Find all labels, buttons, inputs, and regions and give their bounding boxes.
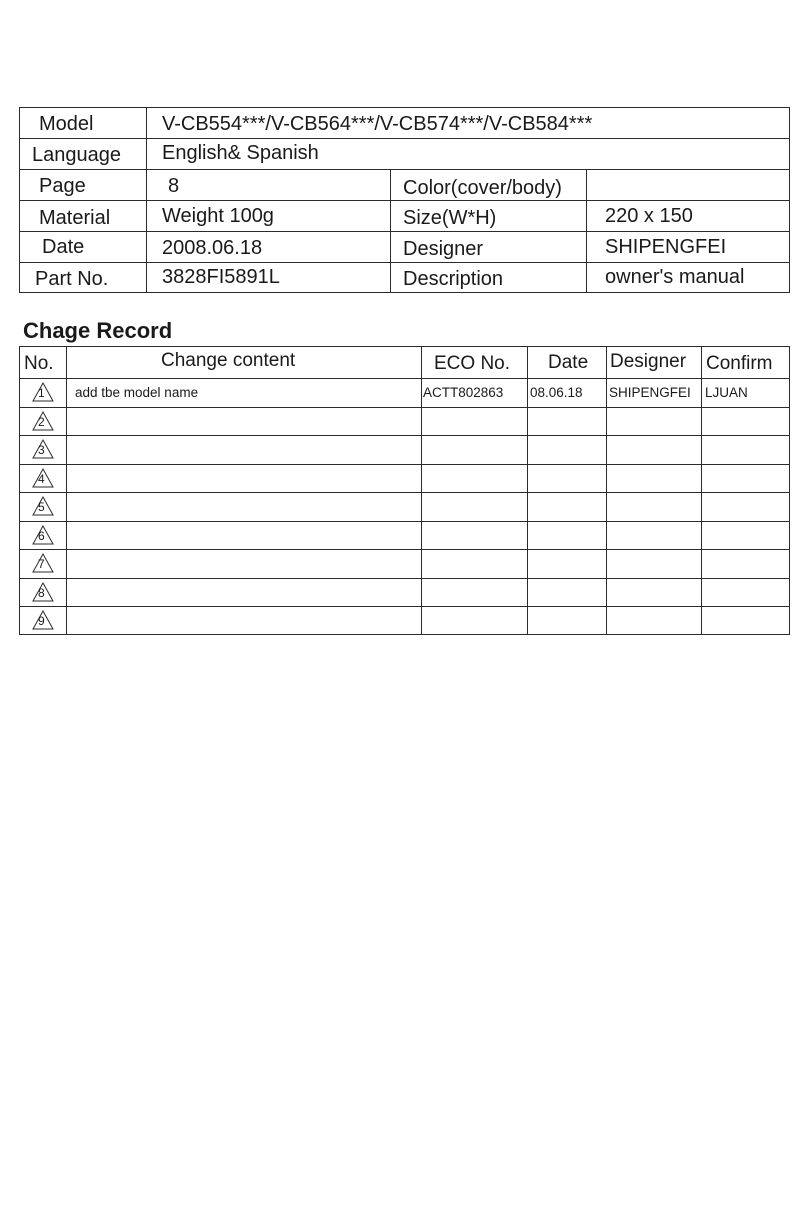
description-label: Description bbox=[403, 268, 504, 290]
row-divider bbox=[20, 521, 789, 522]
header-date: Date bbox=[548, 352, 589, 373]
record-date-cell: 08.06.18 bbox=[530, 385, 583, 400]
column-divider bbox=[701, 347, 702, 634]
revision-number: 3 bbox=[38, 443, 45, 457]
row-divider bbox=[20, 169, 789, 170]
revision-triangle-icon bbox=[32, 525, 54, 545]
row-divider bbox=[20, 492, 789, 493]
revision-number: 1 bbox=[38, 386, 45, 400]
revision-triangle-icon bbox=[32, 439, 54, 459]
record-designer-cell: SHIPENGFEI bbox=[609, 385, 691, 400]
row-divider bbox=[20, 138, 789, 139]
revision-number: 6 bbox=[38, 528, 45, 543]
revision-number: 5 bbox=[38, 500, 45, 514]
model-value: V-CB554***/V-CB564***/V-CB574***/V-CB584*** bbox=[162, 113, 593, 135]
revision-number: 8 bbox=[38, 585, 45, 600]
change-record-title: Chage Record bbox=[23, 318, 173, 343]
row-divider bbox=[20, 200, 789, 201]
header-designer: Designer bbox=[610, 351, 687, 372]
header-change-content: Change content bbox=[161, 350, 296, 371]
column-divider bbox=[527, 347, 528, 634]
size-value: 220 x 150 bbox=[605, 205, 693, 227]
header-eco-no: ECO No. bbox=[434, 353, 511, 374]
revision-triangle-icon bbox=[32, 582, 54, 602]
partno-label: Part No. bbox=[35, 268, 109, 290]
color-label: Color(cover/body) bbox=[403, 177, 562, 199]
revision-triangle-icon bbox=[32, 553, 54, 573]
page-label: Page bbox=[39, 175, 86, 197]
row-divider bbox=[20, 231, 789, 232]
spec-table bbox=[19, 107, 790, 293]
row-divider bbox=[20, 464, 789, 465]
revision-triangle-icon bbox=[32, 411, 54, 431]
description-value: owner's manual bbox=[605, 266, 745, 288]
row-divider bbox=[20, 606, 789, 607]
language-label: Language bbox=[32, 144, 121, 166]
record-content-cell: add tbe model name bbox=[75, 385, 199, 400]
row-divider bbox=[20, 435, 789, 436]
header-no: No. bbox=[24, 353, 54, 374]
revision-number: 2 bbox=[38, 414, 45, 429]
model-label: Model bbox=[39, 113, 94, 135]
page-value: 8 bbox=[168, 175, 180, 197]
revision-triangle-icon bbox=[32, 496, 54, 516]
revision-triangle-icon bbox=[32, 610, 54, 630]
change-record-table bbox=[19, 346, 790, 635]
partno-value: 3828FI5891L bbox=[162, 266, 280, 288]
row-divider bbox=[20, 549, 789, 550]
revision-number: 7 bbox=[38, 557, 45, 571]
row-divider bbox=[20, 262, 789, 263]
revision-number: 4 bbox=[38, 471, 45, 486]
revision-number: 9 bbox=[38, 614, 45, 628]
date-label: Date bbox=[42, 236, 85, 258]
column-divider bbox=[421, 347, 422, 634]
column-divider bbox=[390, 169, 391, 292]
revision-triangle-icon bbox=[32, 382, 54, 402]
material-value: Weight 100g bbox=[162, 205, 274, 227]
row-divider bbox=[20, 378, 789, 379]
column-divider bbox=[586, 169, 587, 292]
column-divider bbox=[146, 108, 147, 292]
date-value: 2008.06.18 bbox=[162, 237, 263, 259]
column-divider bbox=[66, 347, 67, 634]
column-divider bbox=[606, 347, 607, 634]
language-value: English& Spanish bbox=[162, 142, 319, 164]
designer-label: Designer bbox=[403, 238, 484, 260]
material-label: Material bbox=[39, 207, 111, 229]
row-divider bbox=[20, 578, 789, 579]
revision-triangle-icon bbox=[32, 468, 54, 488]
size-label: Size(W*H) bbox=[403, 207, 497, 229]
header-confirm: Confirm bbox=[706, 353, 773, 374]
record-eco-cell: ACTT802863 bbox=[423, 385, 504, 400]
designer-value: SHIPENGFEI bbox=[605, 236, 727, 258]
row-divider bbox=[20, 407, 789, 408]
record-confirm-cell: LJUAN bbox=[705, 385, 748, 400]
